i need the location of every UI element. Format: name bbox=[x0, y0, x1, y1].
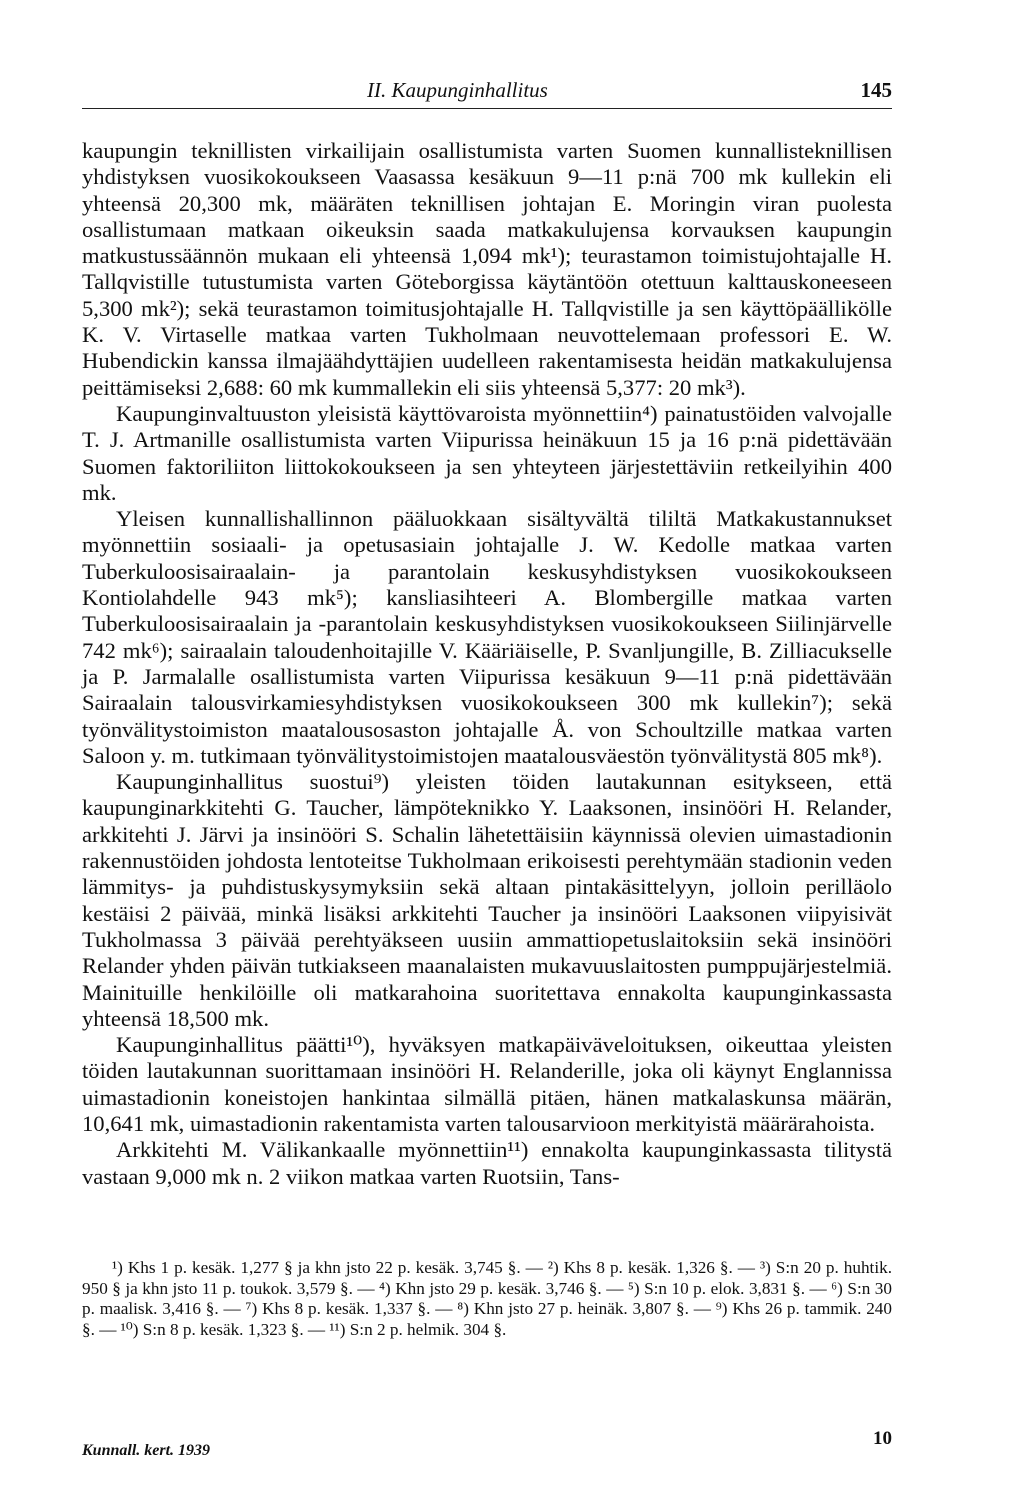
paragraph: Kaupunginvaltuuston yleisistä käyttövaroista myönnettiin⁴) painatustöiden valvojalle T. J. Artmanille osallistumista varten Viipurissa heinäkuun 15 ja 16 p:nä pidettävään Suomen faktoriliiton liittokokoukseen ja sen yhteyteen järjestettäviin retkeilyihin 400 mk. bbox=[82, 400, 892, 505]
paragraph: Kaupunginhallitus suostui⁹) yleisten töiden lautakunnan esitykseen, että kaupunginarkkitehti G. Taucher, lämpöteknikko Y. Laaksonen, insinööri H. Relander, arkkitehti J. Järvi ja insinööri S. Schalin lähetettäisiin käynnissä olevien uimastadionin rakennustöiden johdosta lentoteitse Tukholmaan erikoisesti perehtymään stadionin veden lämmitys- ja puhdistuskysymyksiin sekä altaan pintakäsittelyyn, jolloin perilläolo kestäisi 2 päivää, minkä lisäksi arkkitehti Taucher ja insinööri Laaksonen viipyisivät Tukholmassa 3 päivää perehtyäkseen uusiin ammattiopetuslaitoksiin sekä insinööri Relander yhden päivän tutkiakseen maanalaisten mukavuuslaitosten pumppujärjestelmiä. Mainituille henkilöille oli matkarahoina suoritettava ennakolta kaupunginkassasta yhteensä 18,500 mk. bbox=[82, 769, 892, 1031]
footnote-text: ¹) Khs 1 p. kesäk. 1,277 § ja khn jsto 22 p. kesäk. 3,745 §. — ²) Khs 8 p. kesäk. 1,326 §. — ³) S:n 20 p. huhtik. 950 § ja khn jsto 11 p. toukok. 3,579 §. — ⁴) Khn jsto 29 p. kesäk. 3,746 §. — ⁵) S:n 10 p. elok. 3,831 §. — ⁶) S:n 30 p. maalisk. 3,416 §. — ⁷) Khs 8 p. kesäk. 1,337 §. — ⁸) Khn jsto 27 p. heinäk. 3,807 §. — ⁹) Khs 26 p. tammik. 240 §. — ¹⁰) S:n 8 p. kesäk. 1,323 §. — ¹¹) S:n 2 p. helmik. 304 §. bbox=[82, 1258, 892, 1339]
header-title: II. Kaupunginhallitus bbox=[367, 78, 548, 102]
sheet-number: 10 bbox=[873, 1428, 892, 1449]
footnotes bbox=[82, 1258, 892, 1340]
footer-signature: Kunnall. kert. 1939 bbox=[82, 1442, 211, 1459]
page-number: 145 bbox=[860, 78, 892, 102]
paragraph: Yleisen kunnallishallinnon pääluokkaan sisältyvältä tililtä Matkakustannukset myönnettiin sosiaali- ja opetusasiain johtajalle J. W. Kedolle matkaa varten Tuberkuloosisairaalain- ja parantolain keskusyhdistyksen vuosikokoukseen Kontiolahdelle 943 mk⁵); kansliasihteeri A. Blombergille matkaa varten Tuberkuloosisairaalain ja -parantolain keskusyhdistyksen vuosikokoukseen Siilinjärvelle 742 mk⁶); sairaalain taloudenhoitajille V. Kääriäiselle, P. Svanljungille, B. Zilliacukselle ja P. Jarmalalle osallistumista varten Viipurissa kesäkuun 9—11 p:nä pidettävään Sairaalain talousvirkamiesyhdistyksen vuosikokoukseen 300 mk kullekin⁷); sekä työnvälitystoimiston maatalousosaston johtajalle Å. von Schoultzille matkaa varten Saloon y. m. tutkimaan työnvälitystoimistojen maatalousväestön työnvälitystä 805 mk⁸). bbox=[82, 506, 892, 768]
paragraph: Arkkitehti M. Välikankaalle myönnettiin¹¹) ennakolta kaupunginkassasta tilitystä vastaan 9,000 mk n. 2 viikon matkaa varten Ruotsiin, Tans- bbox=[82, 1137, 892, 1189]
paragraph: kaupungin teknillisten virkailijain osallistumista varten Suomen kunnallisteknillisen yhdistyksen vuosikokoukseen Vaasassa kesäkuun 9—11 p:nä 700 mk kullekin eli yhteensä 20,300 mk, määräten teknillisen johtajan E. Moringin viran puolesta osallistumaan matkaan oikeuksin saada matkakulujensa korvauksen kaupungin matkustussäännön mukaan eli yhteensä 1,094 mk¹); teurastamon toimistujohtajalle H. Tallqvistille tutustumista varten Göteborgissa käytäntöön otettuun kalttauskoneeseen 5,300 mk²); sekä teurastamon toimitusjohtajalle H. Tallqvistille ja sen käyttöpäällikölle K. V. Virtaselle matkaa varten Tukholmaan neuvottelemaan professori E. W. Hubendickin kanssa ilmajäähdyttäjien uudelleen rakentamisesta heidän matkakulujensa peittämiseksi 2,688: 60 mk kummallekin eli siis yhteensä 5,377: 20 mk³). bbox=[82, 138, 892, 400]
running-header bbox=[82, 78, 892, 109]
paragraph: Kaupunginhallitus päätti¹⁰), hyväksyen matkapäiväveloituksen, oikeuttaa yleisten töiden lautakunnan suorittamaan insinööri H. Relanderille, joka oli käynyt Englannissa uimastadionin koneistojen hankintaa silmällä pitäen, hänen matkalaskunsa määrän, 10,641 mk, uimastadionin rakentamista varten talousarvioon merkityistä määrärahoista. bbox=[82, 1032, 892, 1136]
page-footer bbox=[82, 1428, 892, 1468]
body-text bbox=[82, 138, 892, 1190]
